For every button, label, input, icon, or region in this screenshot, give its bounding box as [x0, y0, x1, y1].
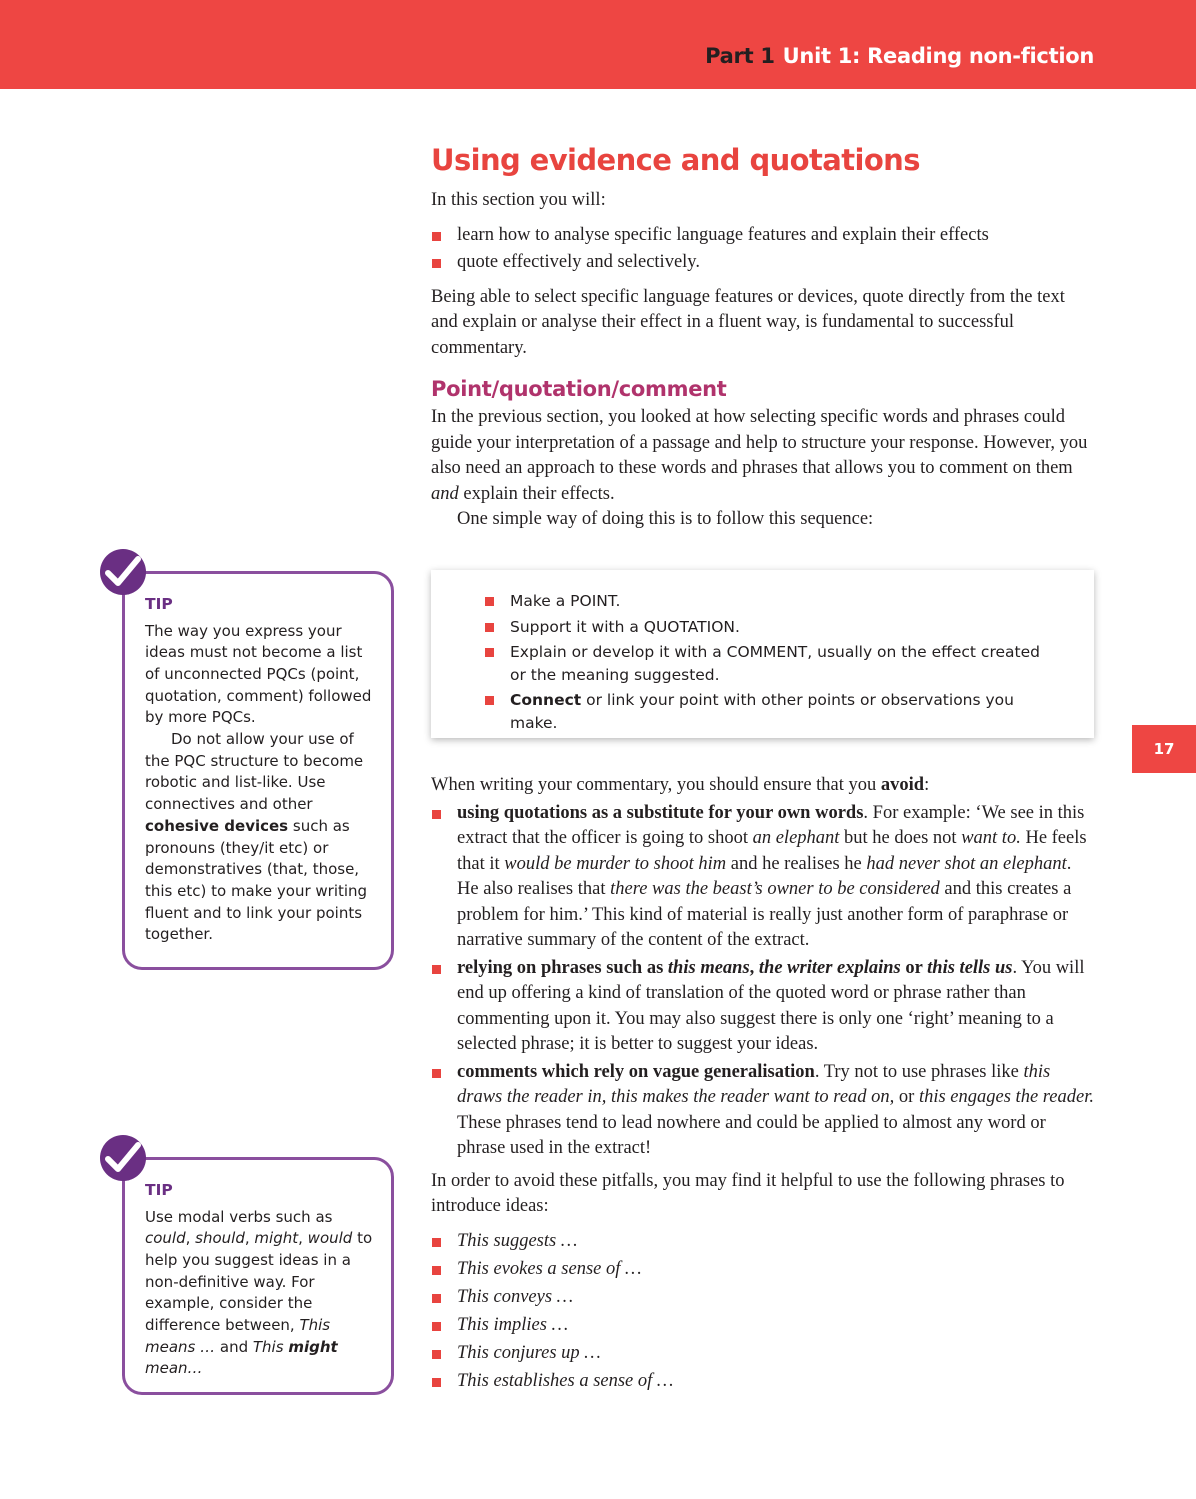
avoid-outro: In order to avoid these pitfalls, you may find it helpful to use the following phrases to introduce ideas:: [431, 1170, 1065, 1216]
running-header: [705, 44, 1094, 68]
list-item: [431, 801, 1095, 954]
text-run: . You will end up offering a kind of translation of the quoted word or phrase rather than commenting upon it. You may also suggest there is only one ‘right’ meaning to a selected phrase; it is better to suggest your ideas.: [457, 957, 1085, 1054]
text-run: but he does not: [839, 828, 962, 848]
pqc-section: [431, 377, 1095, 533]
list-item: [431, 1369, 1095, 1395]
text-run: and he realises he: [726, 853, 867, 874]
subheading: Point/quotation/comment: [431, 377, 727, 401]
checkmark-icon: [100, 1135, 146, 1181]
italic-text: This suggests …: [457, 1230, 578, 1251]
italic-text: would be murder to shoot him: [504, 853, 727, 874]
text-run: or: [900, 957, 928, 978]
italic-text: This conjures up …: [457, 1342, 601, 1363]
text-run: When writing your commentary, you should ensure that you: [431, 775, 881, 795]
text-run: . For example: ‘We see in this extract that the officer is going to shoot: [457, 802, 1085, 848]
tip-label: TIP: [145, 595, 173, 613]
italic-text: This: [252, 1337, 289, 1356]
text-run: to help you suggest ideas in a non-definitive way. For example, consider the difference between,: [145, 1229, 373, 1335]
tip-text: [145, 1207, 375, 1381]
page-number-tab: [1132, 725, 1196, 773]
list-item: learn how to analyse specific language features and explain their effects: [431, 223, 1095, 249]
text-run: :: [924, 775, 930, 795]
italic-text: This means …: [145, 1316, 331, 1356]
italic-text: the writer explains: [758, 957, 901, 978]
italic-text: This evokes a sense of …: [457, 1258, 642, 1279]
tip-box-2: [122, 1157, 394, 1395]
list-item: quote effectively and selectively.: [431, 250, 1095, 276]
italic-text: had never shot an elephant: [866, 853, 1067, 874]
list-item: [431, 1229, 1095, 1255]
text-run: In the previous section, you looked at how selecting specific words and phrases could guide your interpretation of a passage and help to structure your response. However, you also need an approach to these words and phrases that allows you to comment on them: [431, 407, 1088, 478]
avoid-list: [431, 801, 1095, 1162]
bold-text: avoid: [880, 775, 925, 795]
section-title: Using evidence and quotations: [431, 143, 920, 177]
italic-text: might: [254, 1229, 299, 1248]
italic-text: This establishes a sense of …: [457, 1370, 674, 1391]
text-run: . He also realises that: [457, 853, 1072, 899]
bold-text: Connect: [510, 691, 582, 709]
tip-text: The way you express your ideas must not become a list of unconnected PQCs (point, quotation, comment) followed by more PQCs.: [145, 621, 372, 727]
text-run: such as pronouns (they/it etc) or demonstratives (that, those, this etc) to make your writing fluent and to link your points together.: [145, 816, 368, 944]
header-band: [0, 0, 1196, 89]
bold-text: cohesive devices: [145, 816, 289, 835]
intro-text: In this section you will:: [431, 190, 606, 210]
pqc-steps-box: [431, 570, 1094, 738]
italic-text: would: [307, 1229, 353, 1248]
checkmark-icon: [100, 549, 146, 595]
italic-text: This implies …: [457, 1314, 569, 1335]
text-run: relying on phrases such as: [457, 957, 668, 978]
text-run: He feels that it: [457, 828, 1087, 874]
bold-italic-text: might: [288, 1337, 338, 1356]
tip-label: TIP: [145, 1181, 173, 1199]
italic-text: mean…: [145, 1359, 203, 1378]
italic-text: want to.: [961, 828, 1021, 848]
emphasis: and: [431, 483, 459, 504]
text-run: Use modal verbs such as: [145, 1207, 333, 1226]
avoid-intro: [431, 773, 1095, 799]
italic-text: could: [145, 1229, 186, 1248]
list-item: [485, 689, 1055, 734]
page-number: 17: [1153, 740, 1175, 758]
italic-text: this means: [667, 957, 750, 978]
text-run: and this creates a problem for him.’ This kind of material is really just another form of paraphrase or narrative summary of the content of the extract.: [457, 879, 1072, 950]
avoid-section: [431, 773, 1095, 1397]
italic-text: this engages the reader.: [918, 1087, 1094, 1107]
intro-block: [431, 188, 1095, 361]
list-item: [431, 1285, 1095, 1311]
list-item: [431, 956, 1095, 1058]
pqc-paragraph-2: One simple way of doing this is to follow this sequence:: [457, 509, 874, 529]
italic-text: this tells us: [927, 957, 1013, 978]
pqc-paragraph: [431, 405, 1095, 507]
tip-content: [145, 1178, 375, 1380]
bold-text: comments which rely on vague generalisation: [457, 1061, 815, 1082]
tip-text-2: [145, 729, 375, 946]
text-run: ,: [298, 1229, 308, 1248]
italic-text: This conveys …: [457, 1286, 574, 1307]
list-item: [431, 1341, 1095, 1367]
bold-text: using quotations as a substitute for your own words: [457, 802, 864, 823]
intro-paragraph: Being able to select specific language features or devices, quote directly from the text and explain or analyse their effect in a fluent way, is fundamental to successful commentary.: [431, 286, 1065, 358]
list-item: [431, 1313, 1095, 1339]
italic-text: should: [195, 1229, 245, 1248]
text-run: Do not allow your use of the PQC structure to become robotic and list-like. Use connectives and other: [145, 730, 364, 814]
tip-content: [145, 592, 375, 946]
list-item: Explain or develop it with a COMMENT, usually on the effect created or the meaning suggested.: [485, 641, 1055, 686]
list-item: [431, 1257, 1095, 1283]
tip-box-1: [122, 571, 394, 970]
text-run: . Try not to use phrases like: [814, 1061, 1024, 1082]
text-run: or link your point with other points or observations you make.: [510, 691, 1014, 732]
text-run: These phrases tend to lead nowhere and could be applied to almost any word or phrase used in the extract!: [457, 1112, 1046, 1158]
bold-text: [457, 958, 1013, 978]
text-run: and: [215, 1337, 253, 1356]
phrases-list: [431, 1229, 1095, 1395]
text-run: ,: [244, 1229, 255, 1248]
text-run: or: [894, 1087, 919, 1107]
list-item: Support it with a QUOTATION.: [485, 616, 1055, 639]
objectives-list: [431, 223, 1095, 276]
text-run: ,: [185, 1229, 196, 1248]
list-item: Make a POINT.: [485, 590, 1055, 613]
text-run: ,: [749, 957, 759, 978]
italic-text: this draws the reader in, this makes the reader want to read on,: [457, 1061, 1051, 1107]
italic-text: there was the beast’s owner to be considered: [610, 879, 940, 899]
list-item: [431, 1060, 1095, 1162]
pqc-steps-list: [485, 590, 1055, 737]
text-run: explain their effects.: [458, 483, 615, 504]
italic-text: an elephant: [752, 828, 840, 848]
header-unit: Unit 1: Reading non‑fiction: [782, 44, 1094, 68]
header-part: Part 1: [705, 44, 775, 68]
